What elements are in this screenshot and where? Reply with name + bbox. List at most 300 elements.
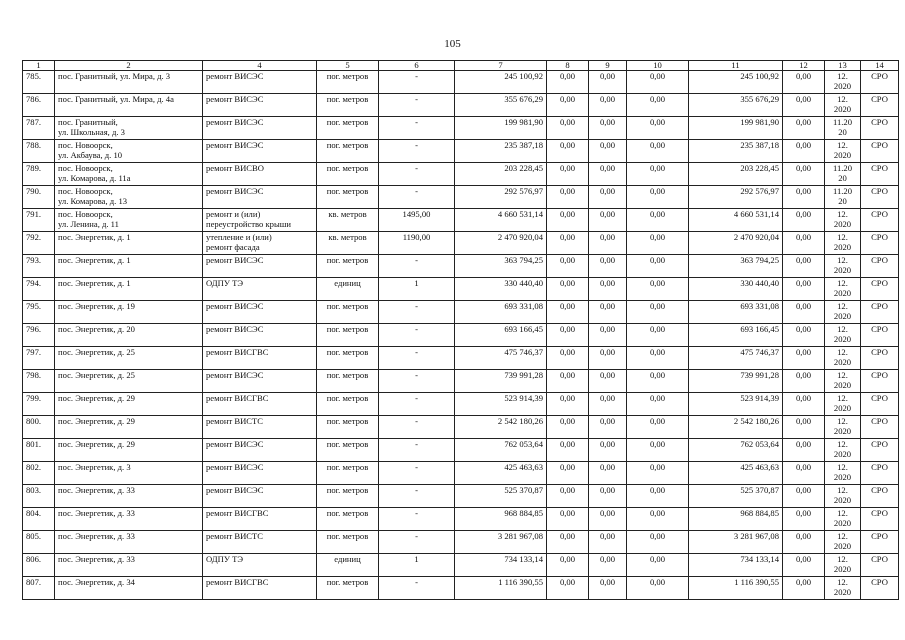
fund-col10-cell: 0,00 [627, 347, 689, 370]
unit-cell: кв. метров [317, 232, 379, 255]
quantity-cell: - [379, 577, 455, 600]
total-cost-cell: 523 914,39 [455, 393, 547, 416]
fund-col10-cell: 0,00 [627, 531, 689, 554]
table-row [23, 232, 899, 255]
fund-col9-cell: 0,00 [589, 508, 627, 531]
deadline-cell: 12. 2020 [825, 416, 861, 439]
work-type-cell: ремонт ВИСГВС [203, 347, 317, 370]
column-number-header: 9 [589, 61, 627, 71]
address-cell: пос. Энергетик, д. 34 [55, 577, 203, 600]
column-number-header: 5 [317, 61, 379, 71]
address-cell: пос. Новоорск, ул. Комарова, д. 13 [55, 186, 203, 209]
total-cost-cell: 235 387,18 [455, 140, 547, 163]
work-type-cell: ремонт ВИСЭС [203, 94, 317, 117]
owner-funds-cell: 968 884,85 [689, 508, 783, 531]
owner-funds-cell: 2 470 920,04 [689, 232, 783, 255]
fund-col9-cell: 0,00 [589, 278, 627, 301]
fund-col9-cell: 0,00 [589, 71, 627, 94]
fund-col8-cell: 0,00 [547, 485, 589, 508]
work-type-cell: ремонт ВИСГВС [203, 508, 317, 531]
deadline-cell: 12. 2020 [825, 232, 861, 255]
quantity-cell: 1 [379, 278, 455, 301]
fund-col9-cell: 0,00 [589, 301, 627, 324]
owner-funds-cell: 330 440,40 [689, 278, 783, 301]
quantity-cell: - [379, 163, 455, 186]
quantity-cell: 1 [379, 554, 455, 577]
fund-col8-cell: 0,00 [547, 255, 589, 278]
fund-col12-cell: 0,00 [783, 462, 825, 485]
column-number-header: 11 [689, 61, 783, 71]
work-type-cell: ОДПУ ТЭ [203, 554, 317, 577]
fund-col10-cell: 0,00 [627, 94, 689, 117]
row-number: 787. [23, 117, 55, 140]
table-row [23, 186, 899, 209]
fund-col10-cell: 0,00 [627, 577, 689, 600]
total-cost-cell: 762 053,64 [455, 439, 547, 462]
row-number: 802. [23, 462, 55, 485]
owner-funds-cell: 363 794,25 [689, 255, 783, 278]
fund-col9-cell: 0,00 [589, 416, 627, 439]
owner-funds-cell: 203 228,45 [689, 163, 783, 186]
fund-col9-cell: 0,00 [589, 531, 627, 554]
fund-col10-cell: 0,00 [627, 393, 689, 416]
work-type-cell: ремонт ВИСЭС [203, 186, 317, 209]
deadline-cell: 11.20 20 [825, 186, 861, 209]
table-row [23, 370, 899, 393]
table-row [23, 71, 899, 94]
table-row [23, 531, 899, 554]
address-cell: пос. Энергетик, д. 25 [55, 347, 203, 370]
fund-col12-cell: 0,00 [783, 278, 825, 301]
work-type-cell: ремонт ВИСГВС [203, 393, 317, 416]
fund-col12-cell: 0,00 [783, 209, 825, 232]
total-cost-cell: 292 576,97 [455, 186, 547, 209]
fund-col9-cell: 0,00 [589, 439, 627, 462]
table-row [23, 554, 899, 577]
fund-col10-cell: 0,00 [627, 416, 689, 439]
total-cost-cell: 3 281 967,08 [455, 531, 547, 554]
fund-col12-cell: 0,00 [783, 577, 825, 600]
fund-col9-cell: 0,00 [589, 347, 627, 370]
fund-col12-cell: 0,00 [783, 232, 825, 255]
fund-col8-cell: 0,00 [547, 577, 589, 600]
fund-col9-cell: 0,00 [589, 255, 627, 278]
deadline-cell: 12. 2020 [825, 140, 861, 163]
row-number: 795. [23, 301, 55, 324]
quantity-cell: 1190,00 [379, 232, 455, 255]
row-number: 804. [23, 508, 55, 531]
fund-col9-cell: 0,00 [589, 140, 627, 163]
unit-cell: пог. метров [317, 347, 379, 370]
work-type-cell: ремонт ВИСТС [203, 416, 317, 439]
fund-col12-cell: 0,00 [783, 301, 825, 324]
total-cost-cell: 425 463,63 [455, 462, 547, 485]
unit-cell: пог. метров [317, 94, 379, 117]
work-type-cell: ОДПУ ТЭ [203, 278, 317, 301]
work-type-cell: ремонт ВИСВО [203, 163, 317, 186]
work-type-cell: ремонт ВИСЭС [203, 485, 317, 508]
quantity-cell: - [379, 508, 455, 531]
address-cell: пос. Энергетик, д. 33 [55, 508, 203, 531]
page-number: 105 [444, 38, 461, 50]
deadline-cell: 12. 2020 [825, 209, 861, 232]
row-number: 791. [23, 209, 55, 232]
address-cell: пос. Энергетик, д. 3 [55, 462, 203, 485]
fund-col9-cell: 0,00 [589, 393, 627, 416]
row-number: 807. [23, 577, 55, 600]
total-cost-cell: 199 981,90 [455, 117, 547, 140]
address-cell: пос. Новоорск, ул. Комарова, д. 11а [55, 163, 203, 186]
fund-col10-cell: 0,00 [627, 278, 689, 301]
method-cell: СРО [861, 71, 899, 94]
method-cell: СРО [861, 439, 899, 462]
deadline-cell: 12. 2020 [825, 71, 861, 94]
table-row [23, 347, 899, 370]
column-number-row [23, 61, 899, 71]
address-cell: пос. Энергетик, д. 1 [55, 255, 203, 278]
method-cell: СРО [861, 370, 899, 393]
column-number-header: 13 [825, 61, 861, 71]
column-number-header: 10 [627, 61, 689, 71]
table-row [23, 485, 899, 508]
total-cost-cell: 525 370,87 [455, 485, 547, 508]
owner-funds-cell: 762 053,64 [689, 439, 783, 462]
quantity-cell: - [379, 301, 455, 324]
address-cell: пос. Энергетик, д. 33 [55, 531, 203, 554]
owner-funds-cell: 199 981,90 [689, 117, 783, 140]
fund-col9-cell: 0,00 [589, 94, 627, 117]
deadline-cell: 12. 2020 [825, 347, 861, 370]
quantity-cell: - [379, 393, 455, 416]
owner-funds-cell: 355 676,29 [689, 94, 783, 117]
row-number: 785. [23, 71, 55, 94]
work-type-cell: ремонт ВИСЭС [203, 71, 317, 94]
column-number-header: 12 [783, 61, 825, 71]
fund-col12-cell: 0,00 [783, 71, 825, 94]
fund-col9-cell: 0,00 [589, 554, 627, 577]
deadline-cell: 12. 2020 [825, 439, 861, 462]
quantity-cell: - [379, 117, 455, 140]
fund-col8-cell: 0,00 [547, 439, 589, 462]
owner-funds-cell: 1 116 390,55 [689, 577, 783, 600]
total-cost-cell: 968 884,85 [455, 508, 547, 531]
row-number: 803. [23, 485, 55, 508]
address-cell: пос. Гранитный, ул. Мира, д. 4а [55, 94, 203, 117]
owner-funds-cell: 235 387,18 [689, 140, 783, 163]
fund-col8-cell: 0,00 [547, 301, 589, 324]
repair-register-table [22, 60, 899, 600]
table-row [23, 416, 899, 439]
quantity-cell: - [379, 140, 455, 163]
quantity-cell: - [379, 531, 455, 554]
deadline-cell: 12. 2020 [825, 301, 861, 324]
unit-cell: пог. метров [317, 416, 379, 439]
method-cell: СРО [861, 232, 899, 255]
fund-col8-cell: 0,00 [547, 140, 589, 163]
row-number: 794. [23, 278, 55, 301]
fund-col12-cell: 0,00 [783, 324, 825, 347]
column-number-header: 1 [23, 61, 55, 71]
fund-col9-cell: 0,00 [589, 209, 627, 232]
method-cell: СРО [861, 324, 899, 347]
address-cell: пос. Энергетик, д. 29 [55, 416, 203, 439]
owner-funds-cell: 525 370,87 [689, 485, 783, 508]
owner-funds-cell: 739 991,28 [689, 370, 783, 393]
fund-col8-cell: 0,00 [547, 94, 589, 117]
unit-cell: пог. метров [317, 71, 379, 94]
deadline-cell: 12. 2020 [825, 508, 861, 531]
deadline-cell: 12. 2020 [825, 255, 861, 278]
deadline-cell: 12. 2020 [825, 531, 861, 554]
total-cost-cell: 203 228,45 [455, 163, 547, 186]
address-cell: пос. Энергетик, д. 33 [55, 485, 203, 508]
quantity-cell: - [379, 370, 455, 393]
fund-col10-cell: 0,00 [627, 462, 689, 485]
quantity-cell: - [379, 416, 455, 439]
fund-col9-cell: 0,00 [589, 324, 627, 347]
method-cell: СРО [861, 462, 899, 485]
fund-col10-cell: 0,00 [627, 324, 689, 347]
total-cost-cell: 363 794,25 [455, 255, 547, 278]
column-number-header: 7 [455, 61, 547, 71]
total-cost-cell: 330 440,40 [455, 278, 547, 301]
fund-col10-cell: 0,00 [627, 508, 689, 531]
table-row [23, 255, 899, 278]
total-cost-cell: 2 542 180,26 [455, 416, 547, 439]
unit-cell: пог. метров [317, 370, 379, 393]
fund-col12-cell: 0,00 [783, 393, 825, 416]
method-cell: СРО [861, 347, 899, 370]
table-row [23, 577, 899, 600]
fund-col12-cell: 0,00 [783, 117, 825, 140]
fund-col8-cell: 0,00 [547, 508, 589, 531]
method-cell: СРО [861, 278, 899, 301]
table-row [23, 324, 899, 347]
quantity-cell: - [379, 347, 455, 370]
fund-col10-cell: 0,00 [627, 439, 689, 462]
quantity-cell: - [379, 71, 455, 94]
fund-col12-cell: 0,00 [783, 347, 825, 370]
column-number-header: 6 [379, 61, 455, 71]
work-type-cell: ремонт ВИСЭС [203, 462, 317, 485]
fund-col8-cell: 0,00 [547, 71, 589, 94]
deadline-cell: 12. 2020 [825, 393, 861, 416]
fund-col12-cell: 0,00 [783, 485, 825, 508]
row-number: 789. [23, 163, 55, 186]
fund-col10-cell: 0,00 [627, 163, 689, 186]
owner-funds-cell: 734 133,14 [689, 554, 783, 577]
column-number-header: 14 [861, 61, 899, 71]
unit-cell: пог. метров [317, 324, 379, 347]
fund-col12-cell: 0,00 [783, 186, 825, 209]
address-cell: пос. Энергетик, д. 29 [55, 439, 203, 462]
row-number: 801. [23, 439, 55, 462]
work-type-cell: ремонт ВИСТС [203, 531, 317, 554]
work-type-cell: ремонт ВИСЭС [203, 370, 317, 393]
fund-col10-cell: 0,00 [627, 71, 689, 94]
unit-cell: пог. метров [317, 255, 379, 278]
deadline-cell: 12. 2020 [825, 577, 861, 600]
address-cell: пос. Гранитный, ул. Мира, д. 3 [55, 71, 203, 94]
table-row [23, 163, 899, 186]
unit-cell: пог. метров [317, 117, 379, 140]
method-cell: СРО [861, 186, 899, 209]
fund-col8-cell: 0,00 [547, 370, 589, 393]
table-row [23, 439, 899, 462]
unit-cell: пог. метров [317, 163, 379, 186]
table-row [23, 209, 899, 232]
unit-cell: пог. метров [317, 485, 379, 508]
address-cell: пос. Энергетик, д. 20 [55, 324, 203, 347]
fund-col12-cell: 0,00 [783, 370, 825, 393]
address-cell: пос. Энергетик, д. 1 [55, 278, 203, 301]
quantity-cell: - [379, 255, 455, 278]
unit-cell: пог. метров [317, 508, 379, 531]
fund-col10-cell: 0,00 [627, 485, 689, 508]
fund-col10-cell: 0,00 [627, 140, 689, 163]
fund-col12-cell: 0,00 [783, 140, 825, 163]
quantity-cell: - [379, 485, 455, 508]
fund-col8-cell: 0,00 [547, 186, 589, 209]
row-number: 788. [23, 140, 55, 163]
fund-col8-cell: 0,00 [547, 554, 589, 577]
unit-cell: пог. метров [317, 186, 379, 209]
fund-col8-cell: 0,00 [547, 232, 589, 255]
quantity-cell: - [379, 324, 455, 347]
unit-cell: пог. метров [317, 577, 379, 600]
quantity-cell: - [379, 186, 455, 209]
total-cost-cell: 2 470 920,04 [455, 232, 547, 255]
table-row [23, 393, 899, 416]
work-type-cell: ремонт ВИСЭС [203, 255, 317, 278]
address-cell: пос. Гранитный, ул. Школьная, д. 3 [55, 117, 203, 140]
work-type-cell: ремонт ВИСЭС [203, 301, 317, 324]
method-cell: СРО [861, 485, 899, 508]
fund-col10-cell: 0,00 [627, 232, 689, 255]
fund-col12-cell: 0,00 [783, 255, 825, 278]
deadline-cell: 12. 2020 [825, 485, 861, 508]
method-cell: СРО [861, 255, 899, 278]
row-number: 806. [23, 554, 55, 577]
method-cell: СРО [861, 393, 899, 416]
fund-col10-cell: 0,00 [627, 370, 689, 393]
owner-funds-cell: 245 100,92 [689, 71, 783, 94]
fund-col10-cell: 0,00 [627, 301, 689, 324]
fund-col10-cell: 0,00 [627, 255, 689, 278]
address-cell: пос. Энергетик, д. 25 [55, 370, 203, 393]
fund-col12-cell: 0,00 [783, 439, 825, 462]
method-cell: СРО [861, 94, 899, 117]
row-number: 786. [23, 94, 55, 117]
row-number: 798. [23, 370, 55, 393]
row-number: 792. [23, 232, 55, 255]
fund-col12-cell: 0,00 [783, 531, 825, 554]
fund-col8-cell: 0,00 [547, 462, 589, 485]
unit-cell: пог. метров [317, 393, 379, 416]
work-type-cell: утепление и (или) ремонт фасада [203, 232, 317, 255]
table-row [23, 462, 899, 485]
fund-col10-cell: 0,00 [627, 209, 689, 232]
address-cell: пос. Энергетик, д. 33 [55, 554, 203, 577]
fund-col9-cell: 0,00 [589, 232, 627, 255]
row-number: 790. [23, 186, 55, 209]
unit-cell: пог. метров [317, 531, 379, 554]
deadline-cell: 12. 2020 [825, 370, 861, 393]
fund-col9-cell: 0,00 [589, 462, 627, 485]
work-type-cell: ремонт ВИСГВС [203, 577, 317, 600]
row-number: 800. [23, 416, 55, 439]
quantity-cell: - [379, 94, 455, 117]
work-type-cell: ремонт и (или) переустройство крыши [203, 209, 317, 232]
fund-col9-cell: 0,00 [589, 163, 627, 186]
unit-cell: пог. метров [317, 462, 379, 485]
work-type-cell: ремонт ВИСЭС [203, 439, 317, 462]
fund-col10-cell: 0,00 [627, 554, 689, 577]
method-cell: СРО [861, 577, 899, 600]
quantity-cell: - [379, 462, 455, 485]
total-cost-cell: 4 660 531,14 [455, 209, 547, 232]
owner-funds-cell: 2 542 180,26 [689, 416, 783, 439]
table-body [23, 71, 899, 600]
address-cell: пос. Новоорск, ул. Акбаува, д. 10 [55, 140, 203, 163]
row-number: 799. [23, 393, 55, 416]
fund-col12-cell: 0,00 [783, 94, 825, 117]
total-cost-cell: 734 133,14 [455, 554, 547, 577]
address-cell: пос. Энергетик, д. 29 [55, 393, 203, 416]
fund-col8-cell: 0,00 [547, 117, 589, 140]
column-number-header: 2 [55, 61, 203, 71]
row-number: 797. [23, 347, 55, 370]
quantity-cell: 1495,00 [379, 209, 455, 232]
owner-funds-cell: 292 576,97 [689, 186, 783, 209]
work-type-cell: ремонт ВИСЭС [203, 117, 317, 140]
fund-col12-cell: 0,00 [783, 163, 825, 186]
unit-cell: единиц [317, 554, 379, 577]
row-number: 793. [23, 255, 55, 278]
unit-cell: пог. метров [317, 439, 379, 462]
total-cost-cell: 693 331,08 [455, 301, 547, 324]
address-cell: пос. Энергетик, д. 1 [55, 232, 203, 255]
total-cost-cell: 693 166,45 [455, 324, 547, 347]
unit-cell: пог. метров [317, 301, 379, 324]
fund-col9-cell: 0,00 [589, 117, 627, 140]
method-cell: СРО [861, 117, 899, 140]
deadline-cell: 11.20 20 [825, 163, 861, 186]
method-cell: СРО [861, 163, 899, 186]
deadline-cell: 11.20 20 [825, 117, 861, 140]
unit-cell: единиц [317, 278, 379, 301]
owner-funds-cell: 523 914,39 [689, 393, 783, 416]
column-number-header: 8 [547, 61, 589, 71]
owner-funds-cell: 3 281 967,08 [689, 531, 783, 554]
table-row [23, 140, 899, 163]
total-cost-cell: 739 991,28 [455, 370, 547, 393]
work-type-cell: ремонт ВИСЭС [203, 324, 317, 347]
unit-cell: пог. метров [317, 140, 379, 163]
table-row [23, 278, 899, 301]
method-cell: СРО [861, 554, 899, 577]
table-row [23, 301, 899, 324]
total-cost-cell: 245 100,92 [455, 71, 547, 94]
fund-col8-cell: 0,00 [547, 393, 589, 416]
fund-col8-cell: 0,00 [547, 163, 589, 186]
fund-col10-cell: 0,00 [627, 186, 689, 209]
fund-col8-cell: 0,00 [547, 209, 589, 232]
deadline-cell: 12. 2020 [825, 278, 861, 301]
fund-col9-cell: 0,00 [589, 485, 627, 508]
method-cell: СРО [861, 209, 899, 232]
fund-col9-cell: 0,00 [589, 370, 627, 393]
